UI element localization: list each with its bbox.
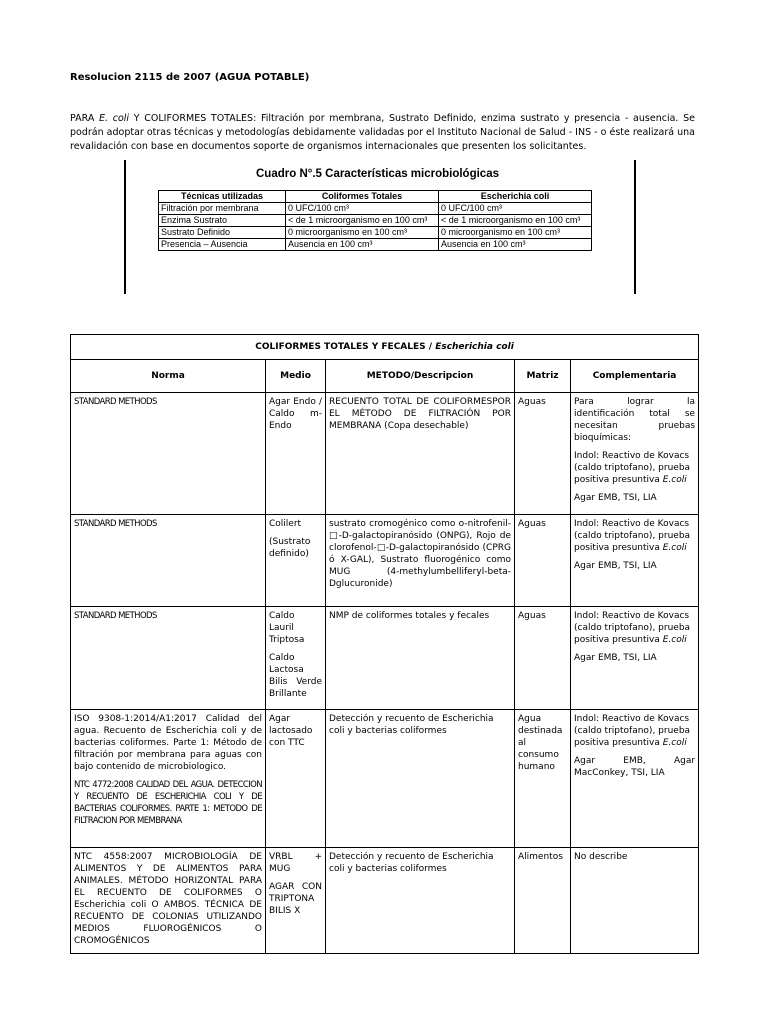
metodo-cell: Detección y recuento de Escherichia coli y bacterias coliformes	[326, 848, 515, 954]
medio-cell: Agar Endo / Caldo m-Endo	[266, 393, 326, 515]
norma-cell: ISO 9308-1:2014/A1:2017 Calidad del agua. Recuento de Escherichia coli y de bacterias coliformes. Parte 1: Método de filtración por membrana para aguas con bajo contenido de microbiologico. NTC 4772:2008 CALIDAD DEL AGUA. DETECCION Y RECUENTO DE ESCHERICHIA COLI Y DE BACTERIAS COLIFORMES. PARTE 1: METODO DE FILTRACION POR MEMBRANA	[71, 710, 266, 848]
figure-row: Filtración por membrana 0 UFC/100 cm³ 0 UFC/100 cm³	[159, 203, 592, 215]
matriz-cell: Aguas	[515, 607, 571, 710]
complementaria-cell: Indol: Reactivo de Kovacs (caldo triptofano), prueba positiva presuntiva E.coli Agar EMB, Agar MacConkey, TSI, LIA	[571, 710, 699, 848]
norma-cell: NTC 4558:2007 MICROBIOLOGÍA DE ALIMENTOS Y DE ALIMENTOS PARA ANIMALES. MÉTODO HORIZONTAL PARA EL RECUENTO DE COLIFORMES O Escherichia coli O AMBOS. TÉCNICA DE RECUENTO DE COLONIAS UTILIZANDO MEDIOS FLUOROGÉNICOS O CROMOGÉNICOS	[71, 848, 266, 954]
table-caption: COLIFORMES TOTALES Y FECALES / Escherichia coli	[71, 335, 699, 360]
metodo-cell: RECUENTO TOTAL DE COLIFORMESPOR EL MÉTODO DE FILTRACIÓN POR MEMBRANA (Copa desechable)	[326, 393, 515, 515]
intro-paragraph: PARA E. coli Y COLIFORMES TOTALES: Filtración por membrana, Sustrato Definido, enzima sustrato y presencia - ausencia. Se podrán adoptar otras técnicas y metodologías debidamente validadas por el Instituto Nacional de Salud - INS - o éste realizará una revalidación con base en documentos soporte de organismos internacionales que presenten los solicitantes.	[70, 113, 695, 152]
figure-row: Presencia – Ausencia Ausencia en 100 cm³ Ausencia en 100 cm³	[159, 239, 592, 251]
norma-cell: STANDARD METHODS	[71, 393, 266, 515]
header-medio: Medio	[266, 360, 326, 393]
table-row	[71, 848, 699, 954]
header-metodo: METODO/Descripcion	[326, 360, 515, 393]
ecoli-italic: E. coli	[99, 113, 130, 124]
medio-cell: VRBL + MUG AGAR CON TRIPTONA BILIS X	[266, 848, 326, 954]
figure-left-border	[124, 160, 126, 294]
figure-row: Sustrato Definido 0 microorganismo en 100 cm³ 0 microorganismo en 100 cm³	[159, 227, 592, 239]
complementaria-cell: Indol: Reactivo de Kovacs (caldo triptofano), prueba positiva presuntiva E.coli Agar EMB, TSI, LIA	[571, 607, 699, 710]
figure-header: Coliformes Totales	[286, 191, 439, 203]
header-complementaria: Complementaria	[571, 360, 699, 393]
document-title: Resolucion 2115 de 2007 (AGUA POTABLE)	[70, 72, 310, 83]
table-row	[71, 393, 699, 515]
complementaria-cell: Para lograr la identificación total se necesitan pruebas bioquímicas: Indol: Reactivo de Kovacs (caldo triptofano), prueba positiva presuntiva E.coli Agar EMB, TSI, LIA	[571, 393, 699, 515]
matriz-cell: Aguas	[515, 515, 571, 607]
metodo-cell: sustrato cromogénico como o-nitrofenil-□-D-galactopiranósido (ONPG), Rojo de clorofenol-□-D-galactopiranósido (CPRG ó X-GAL), Sustrato fluorogénico como MUG (4-methylumbelliferyl-beta-Dglucuronide)	[326, 515, 515, 607]
header-norma: Norma	[71, 360, 266, 393]
table-header-row	[71, 360, 699, 393]
figure-row: Enzima Sustrato < de 1 microorganismo en 100 cm³ < de 1 microorganismo en 100 cm³	[159, 215, 592, 227]
figure-cuadro-5	[124, 160, 636, 294]
matriz-cell: Alimentos	[515, 848, 571, 954]
metodo-cell: NMP de coliformes totales y fecales	[326, 607, 515, 710]
figure-header: Escherichia coli	[439, 191, 592, 203]
matriz-cell: Aguas	[515, 393, 571, 515]
medio-cell: Colilert (Sustrato definido)	[266, 515, 326, 607]
norma-cell: STANDARD METHODS	[71, 607, 266, 710]
table-row	[71, 607, 699, 710]
complementaria-cell: Indol: Reactivo de Kovacs (caldo triptofano), prueba positiva presuntiva E.coli Agar EMB, TSI, LIA	[571, 515, 699, 607]
methods-table	[70, 334, 699, 954]
figure-header: Técnicas utilizadas	[159, 191, 286, 203]
table-row	[71, 710, 699, 848]
table-row	[71, 515, 699, 607]
header-matriz: Matriz	[515, 360, 571, 393]
medio-cell: Caldo Lauril Triptosa Caldo Lactosa Bilis Verde Brillante	[266, 607, 326, 710]
figure-right-border	[634, 160, 636, 294]
metodo-cell: Detección y recuento de Escherichia coli y bacterias coliformes	[326, 710, 515, 848]
figure-title: Cuadro N°.5 Características microbiológicas	[256, 168, 499, 180]
norma-cell: STANDARD METHODS	[71, 515, 266, 607]
figure-table	[158, 190, 592, 251]
complementaria-cell: No describe	[571, 848, 699, 954]
matriz-cell: Agua destinada al consumo humano	[515, 710, 571, 848]
medio-cell: Agar lactosado con TTC	[266, 710, 326, 848]
